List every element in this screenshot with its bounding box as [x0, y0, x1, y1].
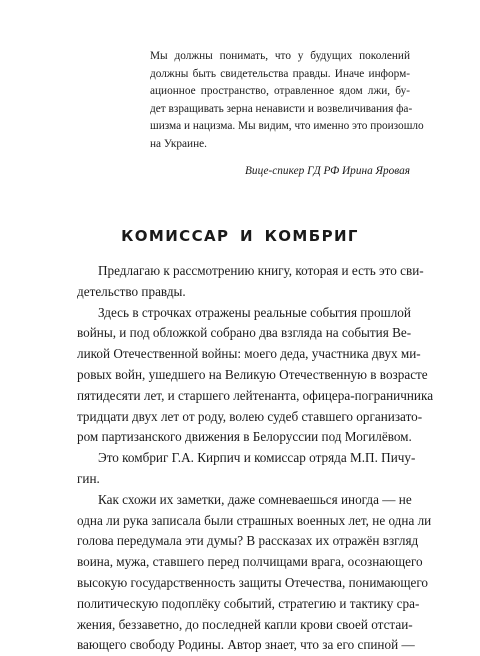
body-line: вающего свободу Родины. Автор знает, что за его спиной —	[77, 637, 415, 653]
body-line: детельство правды.	[77, 283, 186, 299]
epigraph-attribution: Вице-спикер ГД РФ Ирина Яровая	[245, 165, 410, 177]
body-line: жения, беззаветно, до последней капли крови своей отстаи-	[77, 616, 413, 632]
body-line: ликой Отечественной войны: моего деда, участника двух ми-	[77, 346, 421, 362]
epigraph-line: на Украине.	[150, 137, 207, 150]
body-line: гин.	[77, 470, 100, 486]
body-line: высокую государственность защиты Отечества, понимающего	[77, 574, 429, 590]
epigraph-line: ационное пространство, отравленное ядом лжи, бу-	[150, 85, 410, 98]
chapter-title: КОМИССАР И КОМБРИГ	[121, 227, 359, 245]
epigraph-line: должны быть свидетельства правды. Иначе информ-	[150, 67, 410, 80]
epigraph-line: Мы должны понимать, что у будущих поколений	[150, 50, 410, 62]
body-line: ром партизанского движения в Белоруссии под Могилёвом.	[77, 429, 412, 445]
body-line: тридцати двух лет от роду, волею судеб ставшего организато-	[77, 408, 423, 424]
body-line: Здесь в строчках отражены реальные события прошлой	[98, 304, 411, 320]
body-line: Предлагаю к рассмотрению книгу, которая и есть это сви-	[98, 263, 424, 278]
body-line: ровых войн, ушедшего на Великую Отечественную в возрасте	[77, 366, 428, 382]
body-line: войны, и под обложкой собрано два взгляда на события Ве-	[77, 325, 412, 341]
epigraph-line: шизма и нацизма. Мы видим, что именно это произошло	[150, 120, 424, 133]
body-text	[77, 261, 434, 656]
body-line: политическую подоплёку событий, стратегию и тактику сра-	[77, 595, 420, 611]
epigraph	[150, 48, 424, 154]
body-line: одна ли рука записала были страшных военных лет, не одна ли	[77, 512, 432, 528]
body-line: Это комбриг Г.А. Кирпич и комиссар отряда М.П. Пичу-	[98, 450, 416, 466]
epigraph-line: дет взращивать зерна ненависти и возвеличивания фа-	[150, 102, 413, 115]
body-line: Как схожи их заметки, даже сомневаешься иногда — не	[98, 491, 412, 507]
body-line: голова передумала эти думы? В рассказах их отражён взгляд	[77, 533, 419, 549]
body-line: пятидесяти лет, и старшего лейтенанта, офицера-пограничника	[77, 387, 434, 403]
body-line: воина, мужа, ставшего перед полчищами врага, осознающего	[77, 554, 423, 570]
